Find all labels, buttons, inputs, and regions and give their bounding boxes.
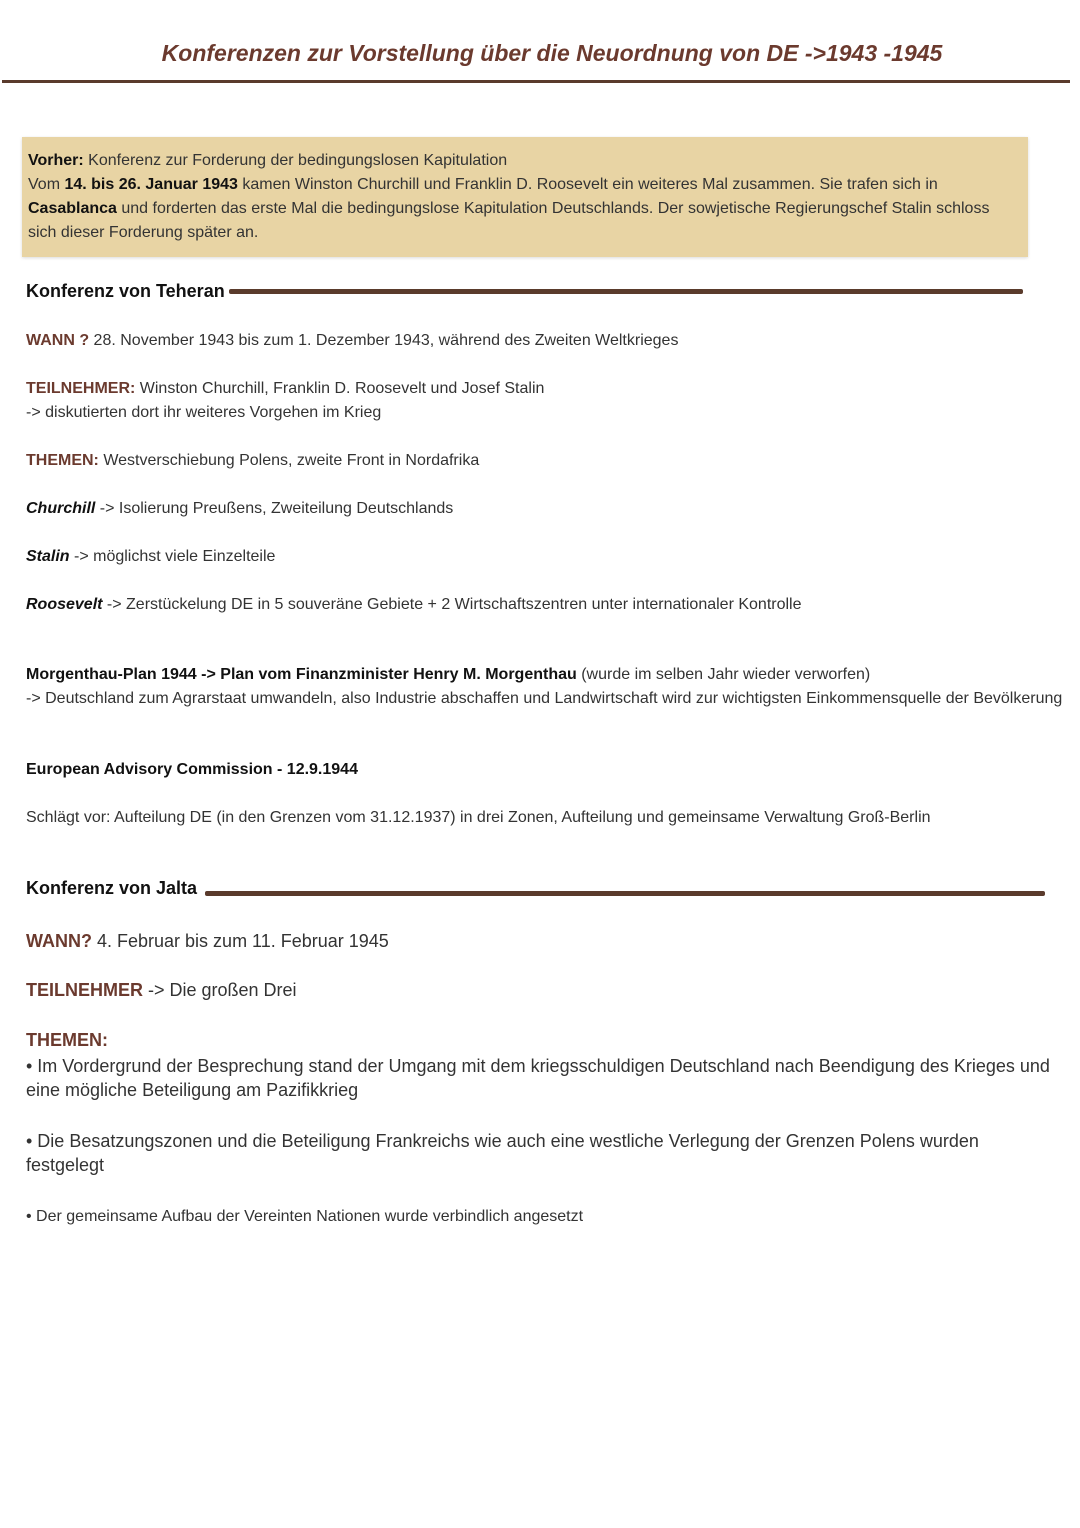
jalta-heading-text: Konferenz von Jalta	[26, 878, 198, 898]
intro-p1: Vom	[28, 176, 65, 193]
intro-place: Casablanca	[28, 200, 117, 217]
jalta-themen-label	[26, 1028, 108, 1052]
jalta-bullet-1: • Im Vordergrund der Besprechung stand der Umgang mit dem kriegsschuldigen Deutschland nach Beendigung des Krieges und eine mögliche Beteiligung am Pazifikkrieg	[26, 1056, 1050, 1100]
teheran-teilnehmer	[26, 377, 544, 401]
jalta-teilnehmer-label: TEILNEHMER	[26, 980, 143, 1000]
jalta-teilnehmer-text: -> Die großen Drei	[143, 980, 297, 1000]
jalta-wann-label: WANN?	[26, 931, 92, 951]
jalta-wann-text: 4. Februar bis zum 11. Februar 1945	[92, 931, 389, 951]
intro-label: Vorher:	[28, 152, 84, 169]
churchill-name: Churchill	[26, 500, 96, 517]
teheran-teilnehmer-label: TEILNEHMER:	[26, 380, 136, 397]
teheran-wann	[26, 329, 678, 353]
jalta-themen-label-text: THEMEN:	[26, 1030, 108, 1050]
intro-box	[22, 137, 1028, 257]
morgenthau-text: -> Deutschland zum Agrarstaat umwandeln, also Industrie abschaffen und Landwirtschaft wird zur wichtigsten Einkommensquelle der Bevölkerung	[26, 690, 1063, 707]
intro-paragraph	[28, 173, 1020, 245]
section-jalta-heading	[26, 878, 1045, 899]
jalta-wann	[26, 929, 389, 953]
teheran-stalin	[26, 545, 275, 569]
stalin-name: Stalin	[26, 548, 70, 565]
intro-date: 14. bis 26. Januar 1943	[64, 176, 238, 193]
eac-heading: European Advisory Commission - 12.9.1944	[26, 761, 358, 778]
morgenthau-note: (wurde im selben Jahr wieder verworfen)	[576, 666, 871, 683]
intro-subtitle: Konferenz zur Forderung der bedingungslosen Kapitulation	[83, 152, 508, 169]
teheran-themen	[26, 449, 479, 473]
intro-p3: und forderten das erste Mal die bedingungslose Kapitulation Deutschlands. Der sowjetische Regierungschef Stalin schloss sich dieser Forderung später an.	[28, 200, 990, 241]
morgenthau-block	[26, 663, 1066, 711]
teheran-wann-text: 28. November 1943 bis zum 1. Dezember 1943, während des Zweiten Weltkrieges	[89, 332, 679, 349]
jalta-bullet-3: • Der gemeinsame Aufbau der Vereinten Nationen wurde verbindlich angesetzt	[26, 1208, 584, 1225]
teheran-wann-label: WANN ?	[26, 332, 90, 349]
teheran-heading-text: Konferenz von Teheran	[26, 281, 225, 301]
roosevelt-name: Roosevelt	[26, 596, 103, 613]
teheran-roosevelt	[26, 593, 802, 617]
teheran-themen-text: Westverschiebung Polens, zweite Front in Nordafrika	[98, 452, 480, 469]
intro-p2: kamen Winston Churchill und Franklin D. Roosevelt ein weiteres Mal zusammen. Sie trafen sich in	[237, 176, 938, 193]
jalta-divider	[205, 891, 1045, 896]
intro-line1	[28, 149, 1020, 173]
roosevelt-text: -> Zerstückelung DE in 5 souveräne Gebiete + 2 Wirtschaftszentren unter internationaler Kontrolle	[102, 596, 802, 613]
jalta-bullet-2: • Die Besatzungszonen und die Beteiligung Frankreichs wie auch eine westliche Verlegung der Grenzen Polens wurden festgelegt	[26, 1131, 979, 1175]
teheran-themen-label: THEMEN:	[26, 452, 99, 469]
section-teheran-heading	[26, 281, 1023, 302]
teheran-teilnehmer-note: -> diskutierten dort ihr weiteres Vorgehen im Krieg	[26, 404, 382, 421]
teheran-teilnehmer-text: Winston Churchill, Franklin D. Roosevelt und Josef Stalin	[135, 380, 545, 397]
title-divider	[2, 80, 1070, 83]
page-title: Konferenzen zur Vorstellung über die Neuordnung von DE ->1943 -1945	[161, 40, 943, 66]
eac-text: Schlägt vor: Aufteilung DE (in den Grenzen vom 31.12.1937) in drei Zonen, Aufteilung und gemeinsame Verwaltung Groß-Berlin	[26, 809, 931, 826]
teheran-churchill	[26, 497, 453, 521]
teheran-divider	[229, 289, 1023, 294]
churchill-text: -> Isolierung Preußens, Zweiteilung Deutschlands	[95, 500, 454, 517]
morgenthau-heading: Morgenthau-Plan 1944 -> Plan vom Finanzminister Henry M. Morgenthau	[26, 666, 577, 683]
stalin-text: -> möglichst viele Einzelteile	[69, 548, 276, 565]
morgenthau-heading-line	[26, 663, 1066, 687]
jalta-teilnehmer	[26, 978, 297, 1002]
